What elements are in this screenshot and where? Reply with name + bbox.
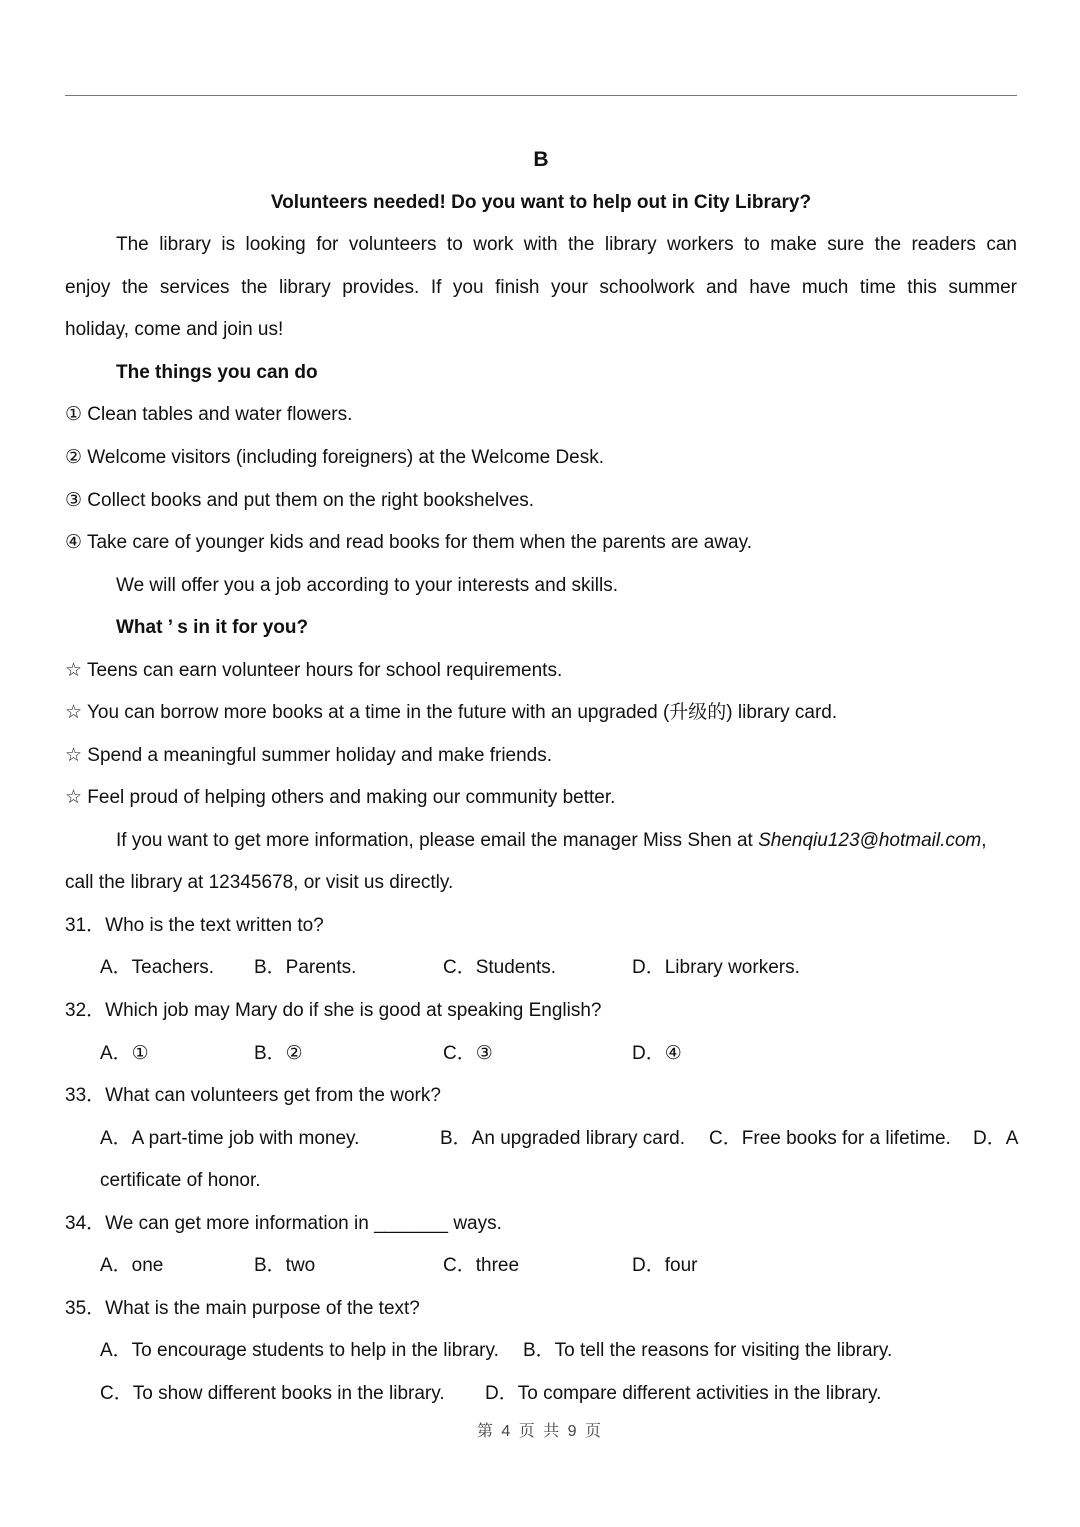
q32-option-d: D．④	[632, 1043, 682, 1064]
q33-option-a: A．A part-time job with money.	[100, 1128, 360, 1149]
section-letter: B	[533, 148, 549, 171]
intro-line-2: enjoy the services the library provides. If you finish your schoolwork and have much time this summer	[65, 277, 1017, 298]
q32-option-c: C．③	[443, 1043, 493, 1064]
passage-title: Volunteers needed! Do you want to help out in City Library?	[270, 192, 812, 213]
q32-option-b: B．②	[254, 1043, 303, 1064]
header-rule	[65, 95, 1017, 96]
benefit-item-2: ☆ You can borrow more books at a time in the future with an upgraded (升级的) library card.	[65, 702, 838, 723]
q31-option-d: D．Library workers.	[632, 957, 800, 978]
contact-line-2: call the library at 12345678, or visit us directly.	[65, 872, 454, 893]
q32-option-a: A．①	[100, 1043, 149, 1064]
contact-email: Shenqiu123@hotmail.com	[758, 830, 982, 851]
question-33: 33．What can volunteers get from the work?	[65, 1085, 441, 1106]
q35-option-c: C．To show different books in the library.	[100, 1383, 445, 1404]
q35-option-a: A．To encourage students to help in the library.	[100, 1340, 499, 1361]
q35-option-b: B．To tell the reasons for visiting the library.	[523, 1340, 893, 1361]
thing-item-1: ① Clean tables and water flowers.	[65, 404, 353, 425]
q31-option-c: C．Students.	[443, 957, 556, 978]
contact-punct: ,	[981, 830, 987, 851]
q31-option-a: A．Teachers.	[100, 957, 215, 978]
q35-option-d: D．To compare different activities in the library.	[485, 1383, 882, 1404]
q31-option-b: B．Parents.	[254, 957, 357, 978]
q34-option-d: D．four	[632, 1255, 698, 1276]
q33-option-d: D．A	[973, 1128, 1019, 1149]
intro-line-3: holiday, come and join us!	[65, 319, 284, 340]
thing-item-2: ② Welcome visitors (including foreigners) at the Welcome Desk.	[65, 447, 605, 468]
q34-option-c: C．three	[443, 1255, 520, 1276]
question-35: 35．What is the main purpose of the text?	[65, 1298, 420, 1319]
things-heading: The things you can do	[116, 362, 318, 383]
thing-item-3: ③ Collect books and put them on the right bookshelves.	[65, 490, 535, 511]
benefit-item-1: ☆ Teens can earn volunteer hours for school requirements.	[65, 660, 563, 681]
q34-option-b: B．two	[254, 1255, 316, 1276]
contact-text: If you want to get more information, please email the manager Miss Shen at	[116, 830, 759, 851]
q33-option-d-continued: certificate of honor.	[100, 1170, 261, 1191]
thing-item-4: ④ Take care of younger kids and read books for them when the parents are away.	[65, 532, 752, 553]
intro-line-1: The library is looking for volunteers to work with the library workers to make sure the readers can	[116, 234, 1017, 255]
contact-line-1	[116, 829, 1017, 853]
benefit-item-4: ☆ Feel proud of helping others and making our community better.	[65, 787, 616, 808]
q34-option-a: A．one	[100, 1255, 164, 1276]
benefits-heading: What ’ s in it for you?	[116, 617, 309, 638]
benefit-item-3: ☆ Spend a meaningful summer holiday and make friends.	[65, 745, 553, 766]
question-31: 31．Who is the text written to?	[65, 915, 324, 936]
offer-text: We will offer you a job according to your interests and skills.	[116, 575, 618, 596]
q33-option-c: C．Free books for a lifetime.	[709, 1128, 951, 1149]
q33-option-b: B．An upgraded library card.	[440, 1128, 686, 1149]
page-footer: 第 4 页 共 9 页	[476, 1423, 604, 1440]
question-32: 32．Which job may Mary do if she is good at speaking English?	[65, 1000, 602, 1021]
question-34: 34．We can get more information in _______ ways.	[65, 1213, 502, 1234]
